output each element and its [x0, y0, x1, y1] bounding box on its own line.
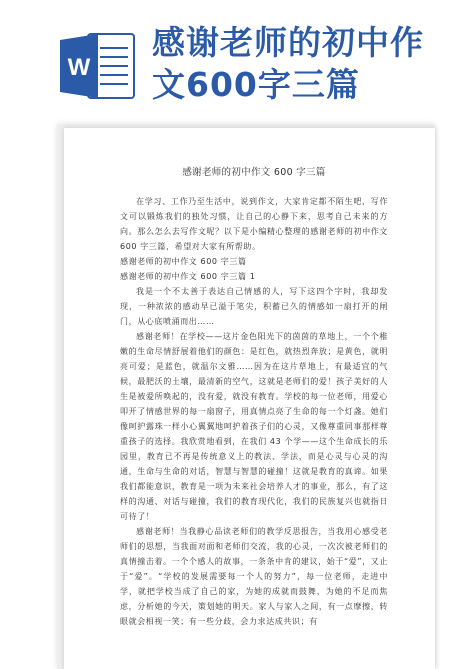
document-title: 感谢老师的初中作文 600 字三篇 [182, 167, 326, 178]
body-paragraph-3: 感谢老师！当我静心品读老师们的教学反思报告，当我用心感受老师们的思想，当我面对面和老师们交流，我的心灵，一次次被老师们的真情撞击着。一个个感人的故事，一条条中肯的建议，始于“爱”，又止于“爱”。“学校的发展需要每一个人的努力”，每一位老师，走进中学，就把学校当成了自己的家，为她的成就而鼓舞，为她的不足而焦虑，分析她的今天，策划她的明天。家人与家人之间，有一点摩擦，转眼就会相视一笑；有一些分歧，会力求达成共识；有 [120, 527, 388, 626]
document-body [120, 128, 388, 629]
page-title-line-2: 文600字三篇 [152, 65, 360, 104]
document-subheading: 感谢老师的初中作文 600 字三篇 [120, 257, 247, 266]
body-paragraph-1: 我是一个不太善于表达自己情感的人，写下这四个字时，我却发现，一种浓浓的感动早已溢于笔尖，积蓄已久的情感如一扇打开的闸门，从心底喷涌而出…… [120, 287, 388, 326]
page-title-line-1: 感谢老师的初中作 [152, 23, 424, 62]
header [0, 0, 474, 115]
section-heading-1: 感谢老师的初中作文 600 字三篇 1 [120, 272, 256, 281]
body-paragraph-2: 感谢老师！在学校——这片金色阳光下的茵茵的草地上，一个个稚嫩的生命尽情舒展着他们的颜色：是红色，就热烈奔放；是黄色，就明亮可爱；是蓝色，就温尔文雅……因为在这片草地上，有最适宜的气候，最肥沃的土壤，最清新的空气，这就是老师们的爱！孩子美好的人生是被爱所唤起的，没有爱，就没有教育。学校的每一位老师，用爱心叩开了情感世界的每一扇窗子，用真情点亮了生命的每一个灯盏。她们像呵护露珠一样小心翼翼地呵护着孩子们的心灵，又像尊重同事那样尊重孩子的选择。我欣赏地看到，在我们 43 个学——这个生命成长的乐园里，教育已不再是传统意义上的教法、学法，而是心灵与心灵的沟通，生命与生命的对话，智慧与智慧的碰撞！这就是教育的真谛。如果我们都能意识，教育是一项为未来社会培养人才的事业，那么，有了这样的沟通、对话与碰撞，我们的教育现代化，我们的民族复兴也就指日可待了！ [120, 332, 388, 521]
page-title [152, 22, 472, 106]
svg-text:W: W [67, 54, 91, 81]
word-document-icon [58, 30, 136, 102]
document-page [64, 128, 435, 669]
intro-paragraph: 在学习、工作乃至生活中，说到作文，大家肯定都不陌生吧，写作文可以锻炼我们的独处习惯，让自己的心静下来，思考自己未来的方向。那么怎么去写作文呢？以下是小编精心整理的感谢老师的初中作文 600 字三篇，希望对大家有所帮助。 [120, 197, 388, 251]
